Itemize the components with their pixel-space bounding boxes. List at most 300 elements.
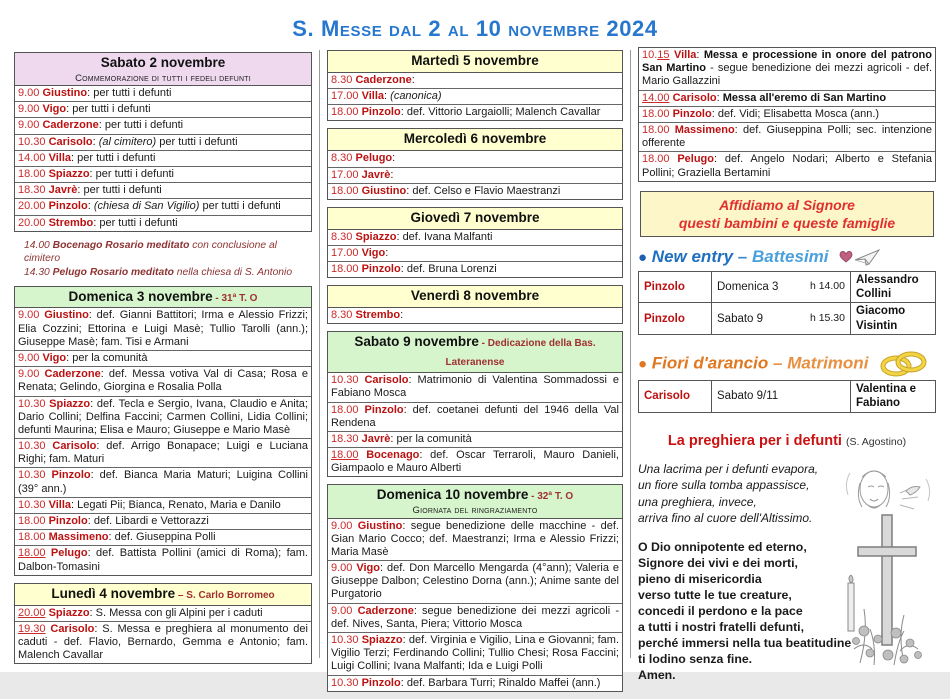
- section-title: Sabato 2 novembre: [100, 55, 226, 70]
- note-line: [24, 239, 312, 266]
- section-title: Domenica 10 novembre: [376, 487, 529, 503]
- mass-place: Caderzone: [357, 604, 414, 617]
- colon: :: [419, 449, 431, 462]
- mass-time: [18, 623, 50, 635]
- mass-place: Javrè: [361, 432, 391, 445]
- mass-row: [328, 168, 622, 184]
- mass-place: Caderzone: [355, 73, 412, 86]
- poem-line: un fiore sulla tomba appassisce,: [638, 478, 810, 493]
- section-rows: [639, 48, 935, 181]
- mass-row: [328, 151, 622, 167]
- mass-row: [328, 262, 622, 277]
- mass-place: Pinzolo: [51, 469, 91, 482]
- section-rows: [328, 230, 622, 278]
- colon: :: [411, 73, 415, 86]
- mass-place: Vigo: [361, 246, 386, 259]
- mass-time-underlined: 18.00: [331, 449, 359, 462]
- mass-time: 9.00: [18, 87, 40, 100]
- mass-row: [15, 514, 311, 530]
- colon: :: [400, 263, 407, 276]
- mass-place: Giustino: [361, 184, 407, 197]
- mass-time: 18.00: [18, 168, 46, 181]
- baptism-day: Domenica 3: [717, 280, 779, 293]
- mass-time: 18.00: [331, 263, 359, 276]
- section-header: [328, 332, 622, 373]
- colon: :: [90, 469, 100, 482]
- matrimoni-category: Matrimoni: [787, 353, 869, 373]
- mass-time: 18.00: [642, 123, 670, 136]
- mass-detail: def. Giuseppina Polli: [114, 531, 216, 544]
- mass-time: [642, 92, 673, 104]
- baptism-name: Giacomo Visintin: [851, 303, 936, 335]
- mass-place: Giustino: [44, 309, 89, 322]
- mass-place: Giustino: [42, 87, 88, 100]
- mass-time: [18, 607, 49, 619]
- baptism-name: Alessandro Collini: [851, 271, 936, 303]
- baptism-place: Pinzolo: [639, 303, 712, 335]
- mass-place: Spiazzo: [49, 397, 91, 410]
- colon: :: [390, 432, 397, 445]
- mass-row: [15, 468, 311, 497]
- mass-place: Carisolo: [52, 440, 97, 453]
- baptism-hour: h 14.00: [809, 279, 845, 292]
- poem-text: [638, 461, 850, 527]
- mass-detail: def. Barbara Turri; Rinaldo Maffei (ann.): [406, 676, 601, 689]
- mass-place: Pinzolo: [672, 107, 712, 120]
- schedule-section: [327, 331, 623, 477]
- schedule-section: [327, 128, 623, 199]
- mass-detail: per tutti i defunti: [99, 216, 178, 229]
- mass-detail: per tutti i defunti: [77, 151, 156, 164]
- colon: :: [89, 606, 96, 619]
- mass-detail: (canonica): [390, 90, 442, 103]
- section-rows: [15, 86, 311, 231]
- colon: :: [94, 622, 103, 635]
- mass-detail: Messa all'eremo di San Martino: [722, 91, 887, 104]
- mass-place: Carisolo: [48, 135, 93, 148]
- matrimoni-label: Fiori d'arancio: [651, 353, 769, 373]
- mass-place: Strembo: [355, 309, 401, 322]
- mass-row: [328, 105, 622, 120]
- baptism-row: [639, 271, 936, 303]
- mass-row: [328, 519, 622, 562]
- mass-detail: - segue benedizione dei mezzi agricoli - def. Mario Gallazzini: [642, 62, 932, 88]
- mass-place: Spiazzo: [48, 168, 90, 181]
- mass-detail: per tutti i defunti: [72, 103, 151, 116]
- mass-time: 9.00: [18, 368, 40, 381]
- colon: :: [716, 91, 723, 104]
- section-header: [328, 485, 622, 518]
- section-rows: [328, 73, 622, 121]
- schedule-section: [327, 484, 623, 691]
- matrimoni-heading: [638, 351, 936, 377]
- mass-detail: segue benedizione dei mezzi agricoli - def. Nives, Santa, Piera; Vittorio Mosca: [331, 604, 619, 630]
- matrimoni-table: [638, 380, 936, 413]
- mass-time: 10.30: [18, 498, 46, 511]
- mass-place: Pelugo: [50, 547, 88, 560]
- mass-place: Villa: [48, 498, 72, 511]
- matrimoni-rows: [639, 381, 936, 413]
- heart-paper-plane-icon: [839, 248, 881, 268]
- wedding-rings-icon: [879, 351, 927, 377]
- mass-place: Giustino: [357, 519, 403, 532]
- mass-row: [328, 561, 622, 604]
- mass-row: [15, 151, 311, 167]
- section-rows: [15, 606, 311, 664]
- section-header: [328, 286, 622, 308]
- mass-place: Pelugo: [355, 152, 393, 165]
- battesimi-table: [638, 271, 936, 336]
- colon: :: [396, 230, 403, 243]
- mass-time: 10.30: [331, 634, 359, 647]
- mass-row: [328, 604, 622, 633]
- section-subtitle: Giornata del ringraziamento: [412, 505, 538, 517]
- mass-place: Massimeno: [48, 531, 109, 544]
- mass-row: [15, 102, 311, 118]
- prayer-line: pieno di misericordia: [638, 571, 762, 586]
- mass-row: [15, 498, 311, 514]
- mass-row: [328, 246, 622, 262]
- colon: :: [711, 107, 718, 120]
- poem-line: Una lacrima per i defunti evapora,: [638, 461, 819, 476]
- prayer-line: perché immersi nella tua beatitudine: [638, 635, 852, 650]
- mass-time: 10.30: [331, 374, 359, 387]
- colon: :: [87, 547, 97, 560]
- mass-row: [15, 167, 311, 183]
- colon: :: [406, 184, 413, 197]
- section-header: [15, 584, 311, 606]
- mass-detail: def. Giuseppina Polli; sec. intenzione offerente: [642, 123, 932, 150]
- colon: :: [413, 604, 423, 617]
- section-header: [15, 53, 311, 86]
- section-suffix: - Dedicazione della Bas. Lateranense: [445, 338, 596, 369]
- mass-detail: def. coetanei defunti del 1946 della Val Rendena: [331, 403, 619, 429]
- battesimi-label: New entry: [651, 247, 734, 267]
- mass-row: [639, 107, 935, 123]
- mass-detail: def. Tecla e Sergio, Ivana, Claudio e Anita; Dario Collini; Delfina Faccini; Carmen Collini, Lidia Collini; defunti Maurina; Elisa e Mauro; Giuseppe e Mario Masè: [18, 397, 308, 436]
- affido-box: [640, 191, 934, 237]
- affido-line-2: questi bambini e queste famiglie: [678, 214, 896, 231]
- colon: :: [100, 368, 109, 381]
- colon: :: [696, 49, 704, 61]
- mass-time: [642, 49, 674, 61]
- mass-detail: segue benedizione delle macchine - def. Gian Mario Cocco; def. Maestranzi; Irma e Alessio Frizzi; Maria Masè: [331, 519, 619, 558]
- schedule-section: [14, 583, 312, 665]
- colon: :: [66, 103, 73, 116]
- column-divider: [630, 50, 631, 658]
- schedule-section: [327, 207, 623, 278]
- colon: :: [385, 246, 389, 259]
- mass-row: [15, 216, 311, 231]
- mass-time: 17.00: [331, 90, 359, 103]
- column-divider: [319, 50, 320, 658]
- section-rows: [328, 519, 622, 691]
- section-rows: [15, 308, 311, 574]
- mass-time: 9.00: [331, 604, 353, 617]
- mass-detail: Bocenago Rosario meditato: [52, 239, 193, 251]
- mass-detail: def. Vittorio Largaiolli; Malench Cavallar: [406, 106, 601, 119]
- colon: :: [77, 184, 84, 197]
- affido-line-1: Affidiamo al Signore: [719, 196, 855, 213]
- mass-row: [15, 439, 311, 468]
- mass-time: 9.00: [18, 309, 40, 322]
- prayer-line: a tutti i nostri fratelli defunti,: [638, 619, 805, 634]
- mass-place: Spiazzo: [48, 606, 90, 619]
- mass-time: 10.30: [18, 440, 46, 453]
- colon: :: [384, 90, 391, 103]
- mass-place: Villa: [48, 151, 72, 164]
- colon: :: [93, 216, 100, 229]
- section-title: Martedì 5 novembre: [411, 53, 539, 68]
- mass-place: Caderzone: [44, 368, 101, 381]
- mass-row: [15, 199, 311, 215]
- mass-detail: Pelugo Rosario meditato: [52, 266, 177, 278]
- mass-time: 9.00: [18, 351, 40, 364]
- mass-detail: Matrimonio di Valentina Sommadossi e Fabiano Mosca: [331, 374, 619, 400]
- page-title: S. Messe dal 2 al 10 novembre 2024: [292, 16, 658, 41]
- mass-time: 9.00: [331, 519, 353, 532]
- mass-place: Bocenago: [366, 449, 420, 462]
- mass-time-underlined: 20.00: [18, 606, 46, 619]
- mass-place: Pinzolo: [361, 106, 401, 119]
- mass-time: 20.00: [18, 216, 46, 229]
- mass-place: Pinzolo: [361, 263, 401, 276]
- mass-time: 18.00: [18, 515, 46, 527]
- mass-time: 8.30: [331, 152, 353, 165]
- matrimoni-dash: –: [772, 353, 783, 373]
- section-subtitle: Commemorazione di tutti i fedeli defunti: [75, 72, 251, 84]
- mass-time-underlined: 15: [657, 49, 670, 61]
- mass-row: [15, 86, 311, 102]
- mass-detail: def. Ivana Malfanti: [402, 230, 493, 243]
- baptism-date: [712, 303, 851, 335]
- mass-place: Pinzolo: [361, 676, 401, 689]
- section-suffix: - 32ª T. O: [528, 491, 574, 503]
- mass-row: [328, 184, 622, 199]
- mass-row: [328, 308, 622, 323]
- mass-time: 18.00: [331, 184, 359, 197]
- mass-time: 18.00: [642, 153, 670, 166]
- mass-detail: Messa e processione in onore del patrono San Martino: [642, 49, 932, 75]
- mass-row: [328, 633, 622, 676]
- poem-line: arriva fino al cuore dell'Altissimo.: [638, 511, 813, 526]
- prayer-attribution: (S. Agostino): [845, 435, 907, 448]
- mass-detail: S. Messa e preghiera al monumento dei caduti - def. Flavio, Bernardo, Gemma e Antonio; fam. Malench Cavallar: [18, 622, 308, 662]
- schedule-sections: [638, 47, 936, 182]
- mass-place: Carisolo: [50, 622, 95, 635]
- prayer-line: O Dio onnipotente ed eterno,: [638, 540, 807, 555]
- mass-detail: con conclusione al cimitero: [24, 239, 277, 265]
- mass-time: 18.00: [18, 531, 46, 544]
- schedule-sections: [327, 50, 623, 692]
- mass-time: 18.00: [331, 403, 359, 416]
- mass-detail: nella chiesa di S. Antonio: [176, 266, 293, 278]
- wedding-names: Valentina e Fabiano: [851, 381, 936, 413]
- mass-row: [15, 118, 311, 134]
- mass-place: Massimeno: [674, 123, 735, 136]
- baptism-hour: h 15.30: [809, 311, 845, 324]
- wedding-date: Sabato 9/11: [712, 381, 851, 413]
- battesimi-rows: [639, 271, 936, 335]
- prayer-line: Signore dei vivi e dei morti,: [638, 556, 798, 570]
- mass-detail: per tutti i defunti: [202, 200, 281, 213]
- colon: :: [87, 87, 94, 100]
- mass-place: Vigo: [42, 351, 67, 364]
- mass-time: 10.30: [18, 469, 46, 482]
- colon: :: [402, 634, 409, 647]
- mass-place: Strembo: [48, 216, 94, 229]
- colon: :: [380, 562, 387, 575]
- colon: :: [96, 440, 107, 453]
- mass-time: [331, 449, 366, 461]
- mass-row: [15, 183, 311, 199]
- mass-place: Pinzolo: [364, 403, 404, 416]
- colon: :: [66, 351, 73, 364]
- mass-time: 18.00: [331, 106, 359, 119]
- mass-detail: def. Vidi; Elisabetta Mosca (ann.): [717, 107, 880, 120]
- mass-detail: def. Bianca Maria Maturi; Luigina Collini (39° ann.): [18, 469, 308, 495]
- mass-detail: def. Don Marcello Mengarda (4°ann); Valeria e Giuseppe Dalbon; Celestino Dorna (ann.); Anime sante del Purgatorio: [331, 562, 619, 601]
- colon: :: [90, 397, 97, 410]
- mass-detail: (al cimitero): [98, 135, 160, 148]
- section-rows: [328, 373, 622, 476]
- mass-detail: def. Bruna Lorenzi: [406, 263, 497, 276]
- mass-detail: def. Arrigo Bonapace; Luigi e Luciana Righi; fam. Maturi: [18, 440, 308, 466]
- note-line: [24, 266, 312, 280]
- mass-row: [15, 397, 311, 440]
- mass-detail: def. Libardi e Vettorazzi: [93, 515, 209, 527]
- prayer-heading: [638, 433, 936, 449]
- rosary-notes: [24, 239, 312, 280]
- poem-line: una preghiera, invece,: [638, 494, 757, 509]
- mass-place: Pinzolo: [48, 515, 88, 527]
- mass-detail: def. Battista Pollini (amici di Roma); fam. Dalbon-Tomasini: [18, 547, 308, 573]
- mass-detail: def. Angelo Nodari; Alberto e Stefania Pollini; Graziella Bertamini: [642, 153, 932, 179]
- battesimi-heading: [638, 247, 936, 268]
- mass-time: 8.30: [331, 309, 353, 322]
- mass-detail: def. Celso e Flavio Maestranzi: [412, 184, 561, 197]
- wedding-row: [639, 381, 936, 413]
- colon: :: [108, 531, 115, 544]
- mass-detail: S. Messa con gli Alpini per i caduti: [95, 606, 263, 619]
- mass-place: Caderzone: [42, 119, 99, 132]
- mass-detail: def. Gianni Battitori; Irma e Alessio Frizzi; Elia Cozzini; Ettorina e Luigi Masè; Tullio Tarolli (ann.); Giuseppe Masè; fam. Tisi e Armani: [18, 309, 308, 348]
- prayer-text: [638, 540, 866, 684]
- prayer-line: Amen.: [638, 667, 676, 682]
- mass-detail: def. Virginia e Vigilio, Lina e Giovanni; fam. Vigilio Terzi; Ferdinando Collini; Tullio Chesi; Rosa Faccini; Luigi Collini; Ivana Malfanti; Ida e Luigi Polli: [331, 634, 619, 673]
- schedule-section: [14, 286, 312, 576]
- colon: :: [400, 309, 404, 322]
- section-suffix: – S. Carlo Borromeo: [175, 589, 275, 601]
- schedule-sections: [14, 52, 312, 664]
- section-header: [15, 287, 311, 309]
- mass-time: 17.00: [331, 168, 359, 181]
- mass-detail: per la comunità: [396, 432, 472, 445]
- battesimi-category: Battesimi: [751, 247, 829, 267]
- mass-place: Spiazzo: [355, 230, 397, 243]
- section-title: Domenica 3 novembre: [68, 288, 213, 304]
- mass-row: [15, 351, 311, 367]
- bullet-icon: ●: [638, 355, 648, 373]
- mass-time: 8.30: [331, 230, 353, 243]
- mass-row: [639, 152, 935, 180]
- mass-row: [15, 367, 311, 396]
- prayer-line: concedi il perdono e la pace: [638, 603, 803, 618]
- section-suffix: - 31ª T. O: [212, 292, 258, 304]
- mass-row: [15, 308, 311, 351]
- mass-place: Villa: [361, 90, 385, 103]
- section-title: Lunedì 4 novembre: [51, 585, 176, 601]
- mass-place: Javrè: [48, 184, 78, 197]
- mass-row: [15, 135, 311, 151]
- colon: :: [714, 153, 725, 166]
- mass-time-part: 10.: [642, 49, 658, 61]
- mass-time: 10.30: [18, 397, 46, 410]
- schedule-section: [327, 285, 623, 324]
- mass-detail: per tutti i defunti: [93, 87, 172, 100]
- mass-place: Javrè: [361, 168, 391, 181]
- colon: :: [98, 119, 105, 132]
- schedule-column-2: [327, 50, 623, 699]
- mass-time: 14.00: [18, 151, 46, 164]
- colon: :: [400, 676, 407, 689]
- mass-detail: per tutti i defunti: [95, 168, 174, 181]
- colon: :: [92, 135, 99, 148]
- section-header: [328, 208, 622, 230]
- schedule-section: [638, 47, 936, 182]
- mass-place: Pinzolo: [48, 200, 88, 213]
- mass-row: [639, 123, 935, 152]
- mass-row: [328, 403, 622, 432]
- mass-row: [328, 373, 622, 402]
- prayer-line: ti lodino senza fine.: [638, 651, 753, 666]
- mass-detail: 14.30: [24, 266, 53, 278]
- colon: :: [390, 168, 394, 181]
- mass-time: 18.30: [331, 432, 359, 445]
- mass-time: 20.00: [18, 200, 46, 213]
- mass-time: 18.30: [18, 184, 46, 197]
- mass-row: [639, 48, 935, 91]
- mass-place: Spiazzo: [361, 634, 403, 647]
- prayer-title: La preghiera per i defunti: [667, 432, 842, 449]
- mass-time: 18.00: [642, 107, 670, 120]
- bullet-icon: ●: [638, 249, 648, 267]
- mass-detail: per tutti i defunti: [159, 135, 238, 148]
- mass-time: 9.00: [331, 562, 353, 575]
- section-title: Sabato 9 novembre: [354, 334, 479, 350]
- wedding-place: Carisolo: [639, 381, 712, 413]
- mass-time: 9.00: [18, 103, 40, 116]
- colon: :: [403, 403, 413, 416]
- colon: :: [88, 309, 97, 322]
- mass-place: Carisolo: [672, 91, 717, 104]
- section-rows: [328, 151, 622, 199]
- colon: :: [392, 152, 396, 165]
- mass-place: Vigo: [42, 103, 67, 116]
- battesimi-dash: –: [737, 247, 748, 267]
- baptism-row: [639, 303, 936, 335]
- mass-row: [15, 546, 311, 574]
- mass-time: 17.00: [331, 246, 359, 259]
- mass-time-underlined: 18.00: [18, 547, 46, 560]
- mass-place: Villa: [673, 49, 697, 61]
- colon: :: [89, 168, 96, 181]
- mass-detail: Legati Pii; Bianca, Renato, Maria e Danilo: [77, 498, 281, 511]
- mass-time-underlined: 14.00: [642, 91, 670, 104]
- prayer-line: verso tutte le tue creature,: [638, 587, 792, 602]
- mass-place: Carisolo: [364, 374, 409, 387]
- section-header: [328, 129, 622, 151]
